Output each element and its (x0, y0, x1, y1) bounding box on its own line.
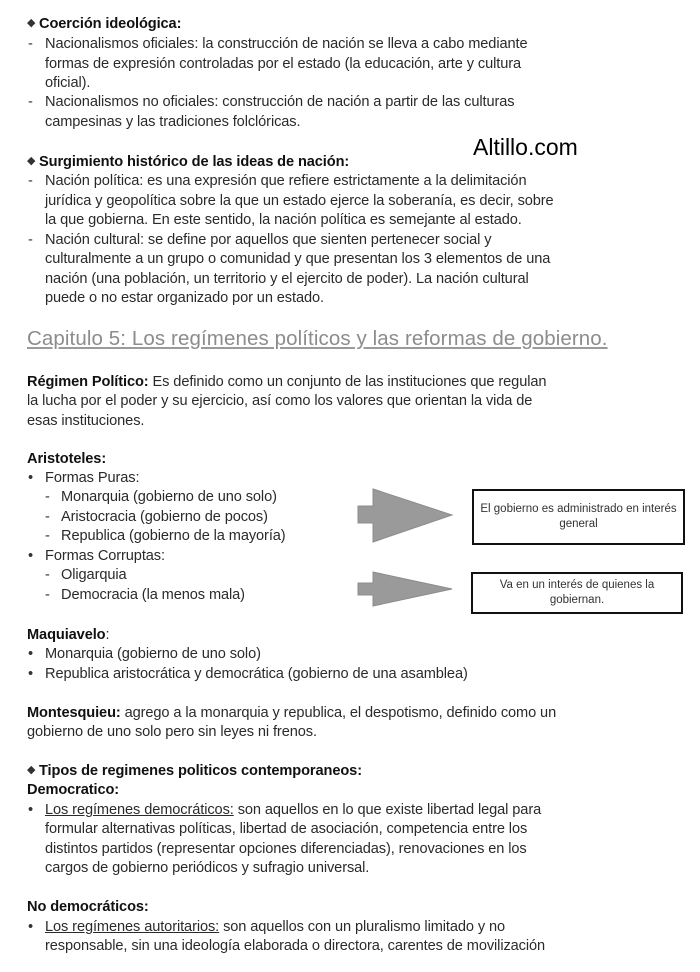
arrow-shape (358, 489, 452, 542)
text-box-interes-general: El gobierno es administrado en interés general (472, 489, 685, 545)
democratico-heading: Democratico: (27, 782, 120, 798)
bullet-marker: • (28, 919, 34, 935)
no-democraticos-heading: No democráticos: (27, 899, 149, 915)
maquiavelo-colon: : (105, 627, 110, 643)
chapter-heading: Capitulo 5: Los regímenes políticos y las reformas de gobierno. (27, 327, 608, 350)
list-item: Monarquia (gobierno de uno solo) (61, 489, 277, 505)
dash-marker: - (45, 489, 50, 505)
section-heading-tipos: Tipos de regimenes politicos contemporaneos: (39, 763, 362, 779)
text-line: son aquellos con un pluralismo limitado y no (219, 919, 506, 935)
dash-marker: - (45, 528, 50, 544)
regimen-definition-line (27, 373, 546, 392)
group-label-formas-puras: Formas Puras: (45, 470, 140, 486)
text-line: gobierno de uno solo pero sin leyes ni frenos. (27, 724, 317, 740)
no-democraticos-line (45, 918, 505, 937)
maquiavelo-heading: Maquiavelo (27, 627, 106, 643)
democratico-term: Los regímenes democráticos: (45, 802, 234, 818)
aristoteles-heading: Aristoteles: (27, 451, 107, 467)
regimen-label: Régimen Político: (27, 374, 149, 390)
group-label-formas-corruptas: Formas Corruptas: (45, 548, 165, 564)
bullet-marker: • (28, 548, 34, 564)
text-line: puede o no estar organizado por un estado. (45, 290, 324, 306)
text-line: esas instituciones. (27, 413, 145, 429)
text-line: la lucha por el poder y su ejercicio, así como los valores que orientan la vida de (27, 393, 533, 409)
bullet-marker: • (28, 802, 34, 818)
text-line: agrego a la monarquia y republica, el despotismo, definido como un (120, 705, 557, 721)
list-item: Republica aristocrática y democrática (gobierno de una asamblea) (45, 666, 468, 682)
text-line: campesinas y las tradiciones folclóricas. (45, 114, 301, 130)
text-line: nación (una población, un territorio y el ejercito de poder). La nación cultural (45, 271, 529, 287)
text-line: Nacionalismos oficiales: la construcción de nación se lleva a cabo mediante (45, 36, 528, 52)
list-item: Aristocracia (gobierno de pocos) (61, 509, 268, 525)
bullet-marker: • (28, 470, 34, 486)
dash-marker: - (45, 587, 50, 603)
diamond-bullet-icon: ◆ (27, 17, 36, 29)
section-heading-surgimiento: Surgimiento histórico de las ideas de nación: (39, 154, 350, 170)
text-line: formular alternativas políticas, libertad de asociación, competencia entre los (45, 821, 528, 837)
text-line: cargos de gobierno periódicos y sufragio universal. (45, 860, 370, 876)
no-democraticos-term: Los regímenes autoritarios: (45, 919, 220, 935)
text-line: la que gobierna. En este sentido, la nación política es semejante al estado. (45, 212, 522, 228)
text-line: distintos partidos (representar opciones diferenciadas), renovaciones en los (45, 841, 527, 857)
list-item: Monarquia (gobierno de uno solo) (45, 646, 261, 662)
list-item: Oligarquia (61, 567, 127, 583)
bullet-marker: • (28, 666, 34, 682)
right-arrow-icon (356, 570, 456, 610)
text-line: Nación política: es una expresión que refiere estrictamente a la delimitación (45, 173, 527, 189)
list-item: Democracia (la menos mala) (61, 587, 245, 603)
text-line: formas de expresión controladas por el estado (la educación, arte y cultura (45, 56, 521, 72)
altillo-watermark: Altillo.com (473, 134, 578, 160)
text-line: responsable, sin una ideología elaborada o directora, carentes de movilización (45, 938, 546, 954)
section-heading-coercion: Coerción ideológica: (39, 16, 182, 32)
text-box-interes-gobernantes: Va en un interés de quienes la gobiernan. (471, 572, 683, 614)
text-line: Nación cultural: se define por aquellos que sienten pertenecer social y (45, 232, 492, 248)
list-item: Republica (gobierno de la mayoría) (61, 528, 286, 544)
text-line: jurídica y geopolítica sobre la que un estado ejerce la soberanía, es decir, sobre (45, 193, 554, 209)
text-line: son aquellos en lo que existe libertad legal para (233, 802, 542, 818)
dash-marker: - (28, 173, 33, 189)
democratico-line (45, 801, 541, 820)
dash-marker: - (28, 36, 33, 52)
montesquieu-line (27, 704, 556, 723)
bullet-marker: • (28, 646, 34, 662)
text-line: culturalmente a un grupo o comunidad y que presentan los 3 elementos de una (45, 251, 551, 267)
text-line: oficial). (45, 75, 91, 91)
dash-marker: - (45, 509, 50, 525)
dash-marker: - (28, 232, 33, 248)
text-line: Es definido como un conjunto de las instituciones que regulan (148, 374, 547, 390)
montesquieu-label: Montesquieu: (27, 705, 121, 721)
arrow-shape (358, 572, 452, 606)
right-arrow-icon (356, 487, 456, 545)
diamond-bullet-icon: ◆ (27, 764, 36, 776)
diamond-bullet-icon: ◆ (27, 155, 36, 167)
dash-marker: - (28, 94, 33, 110)
text-line: Nacionalismos no oficiales: construcción de nación a partir de las culturas (45, 94, 515, 110)
dash-marker: - (45, 567, 50, 583)
maquiavelo-heading-line (27, 626, 109, 645)
